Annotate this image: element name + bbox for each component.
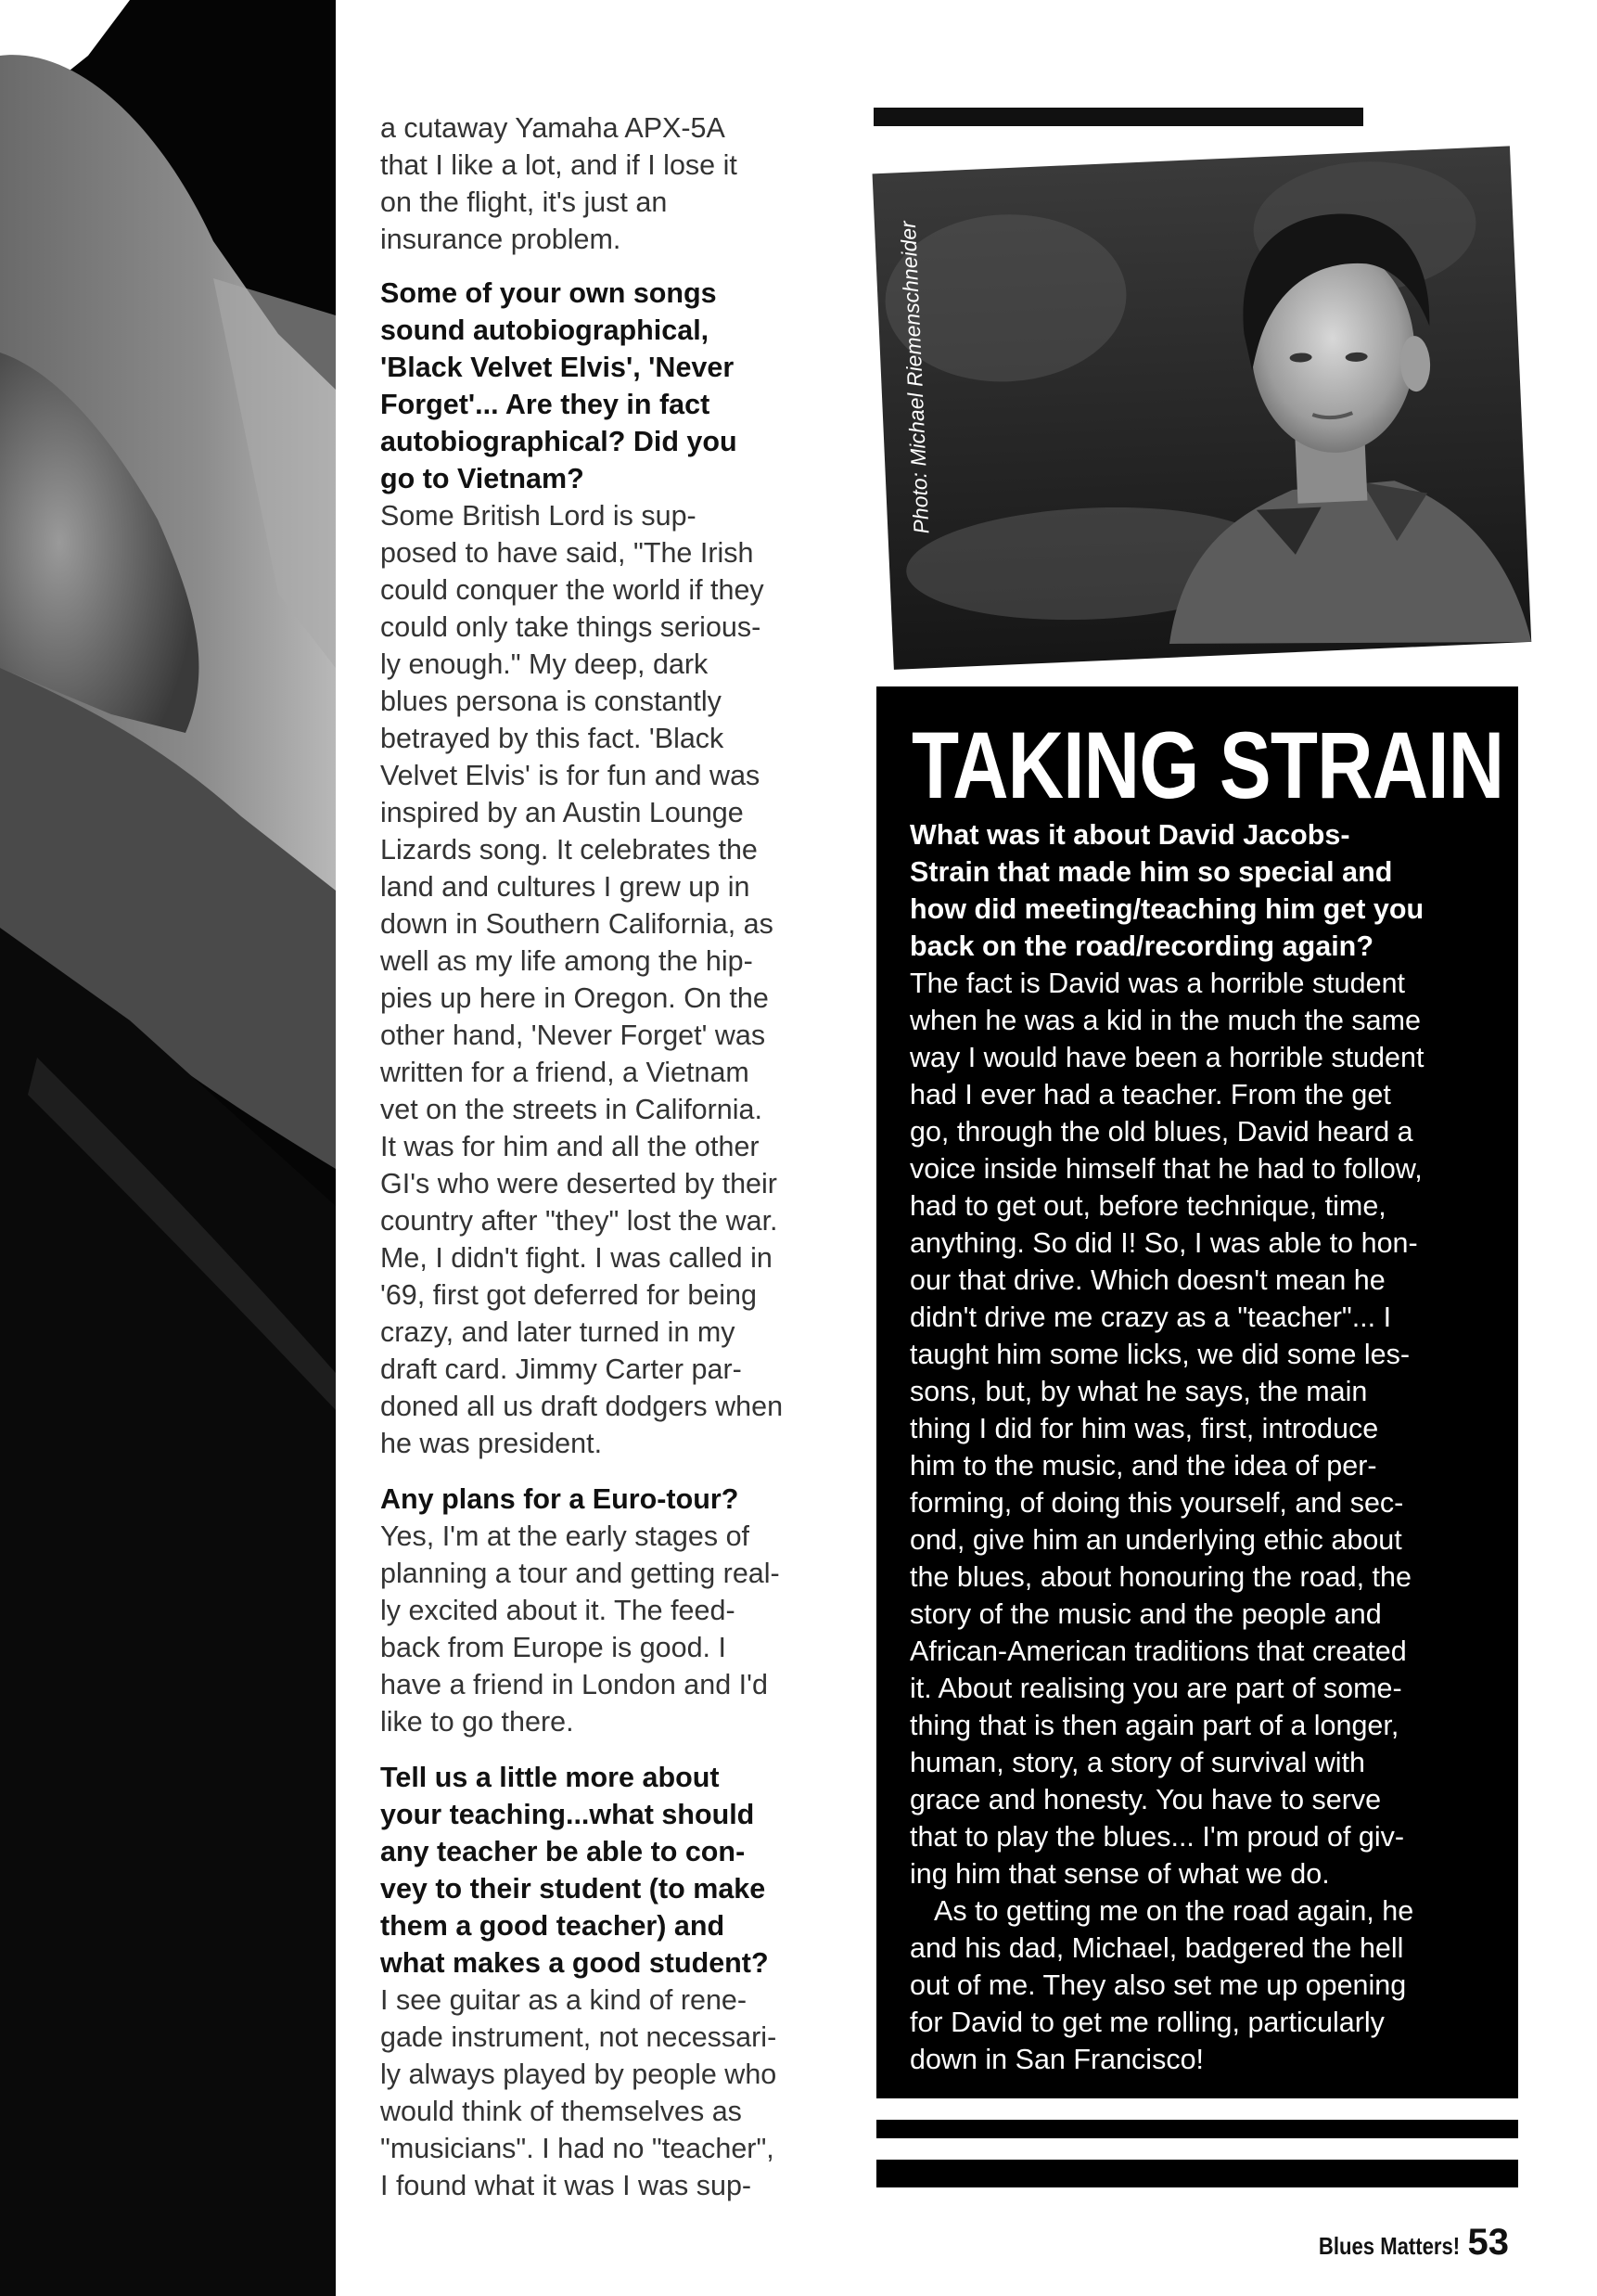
text-line: didn't drive me crazy as a "teacher"... I — [910, 1302, 1392, 1333]
text-line: African-American traditions that created — [910, 1635, 1407, 1667]
text-line: sons, but, by what he says, the main — [910, 1376, 1368, 1407]
text-line: vey to their student (to make — [380, 1873, 766, 1905]
text-line: gade instrument, not necessari- — [380, 2021, 777, 2053]
text-line: would think of themselves as — [380, 2096, 742, 2127]
question-autobiographical — [380, 275, 835, 497]
text-line: land and cultures I grew up in — [380, 871, 750, 903]
text-line: them a good teacher) and — [380, 1910, 725, 1942]
text-line: draft card. Jimmy Carter par- — [380, 1353, 742, 1385]
text-line: well as my life among the hip- — [380, 945, 753, 977]
bottom-rule-thin — [876, 2120, 1518, 2138]
text-line: go, through the old blues, David heard a — [910, 1116, 1413, 1148]
text-line: Lizards song. It celebrates the — [380, 834, 758, 866]
text-line: country after "they" lost the war. — [380, 1205, 778, 1237]
text-line: and his dad, Michael, badgered the hell — [910, 1932, 1404, 1964]
text-line: grace and honesty. You have to serve — [910, 1784, 1382, 1815]
text-line: have a friend in London and I'd — [380, 1669, 768, 1700]
sidebar-answer — [910, 965, 1494, 1892]
text-line: ly always played by people who — [380, 2059, 777, 2090]
question-teaching — [380, 1759, 835, 1982]
text-line: way I would have been a horrible student — [910, 1042, 1425, 1073]
text-line: ing him that sense of what we do. — [910, 1858, 1330, 1890]
text-line: thing that is then again part of a longer, — [910, 1710, 1399, 1741]
answer-teaching — [380, 1982, 835, 2204]
text-line: voice inside himself that he had to follow, — [910, 1153, 1423, 1185]
text-line: had I ever had a teacher. From the get — [910, 1079, 1391, 1110]
text-line: Tell us a little more about — [380, 1762, 720, 1793]
text-line: It was for him and all the other — [380, 1131, 760, 1162]
text-line: blues persona is constantly — [380, 686, 722, 717]
text-line: the blues, about honouring the road, the — [910, 1561, 1412, 1593]
text-line: when he was a kid in the much the same — [910, 1005, 1421, 1036]
text-line: our that drive. Which doesn't mean he — [910, 1264, 1386, 1296]
text-line: Yes, I'm at the early stages of — [380, 1520, 750, 1552]
text-line: how did meeting/teaching him get you — [910, 893, 1425, 925]
text-line: crazy, and later turned in my — [380, 1316, 735, 1348]
bottom-rule-thick — [876, 2160, 1518, 2187]
text-line: Some of your own songs — [380, 277, 717, 309]
text-line: like to go there. — [380, 1706, 574, 1738]
text-line: I see guitar as a kind of rene- — [380, 1984, 747, 2016]
text-line: The fact is David was a horrible student — [910, 968, 1406, 999]
text-line: vet on the streets in California. — [380, 1094, 762, 1125]
text-line: "musicians". I had no "teacher", — [380, 2133, 774, 2164]
text-line: human, story, a story of survival with — [910, 1747, 1365, 1778]
text-line: sound autobiographical, — [380, 314, 709, 346]
text-line: Forget'... Are they in fact — [380, 389, 710, 420]
text-line: Some British Lord is sup- — [380, 500, 696, 532]
sidebar-question — [910, 816, 1494, 965]
text-line: ly excited about it. The feed- — [380, 1595, 735, 1626]
intro-paragraph — [380, 109, 835, 258]
text-line: forming, of doing this yourself, and sec- — [910, 1487, 1404, 1519]
text-line: any teacher be able to con- — [380, 1836, 746, 1867]
text-line: Me, I didn't fight. I was called in — [380, 1242, 773, 1274]
text-line: Any plans for a Euro-tour? — [380, 1483, 739, 1515]
sidebar-panel — [876, 686, 1518, 2098]
text-line: planning a tour and getting real- — [380, 1558, 780, 1589]
text-line: insurance problem. — [380, 224, 621, 255]
text-line: inspired by an Austin Lounge — [380, 797, 744, 828]
text-line: As to getting me on the road again, he — [934, 1895, 1414, 1927]
text-line: a cutaway Yamaha APX-5A — [380, 112, 725, 144]
text-line: pies up here in Oregon. On the — [380, 982, 769, 1014]
answer-autobiographical — [380, 497, 835, 1462]
text-line: story of the music and the people and — [910, 1598, 1382, 1630]
question-euro-tour — [380, 1481, 835, 1518]
text-line: Strain that made him so special and — [910, 856, 1393, 888]
text-line: down in Southern California, as — [380, 908, 773, 940]
text-line: taught him some licks, we did some les- — [910, 1339, 1411, 1370]
page-number: 53 — [1467, 2222, 1509, 2263]
magazine-name: Blues Matters! — [1319, 2232, 1461, 2260]
text-line: other hand, 'Never Forget' was — [380, 1020, 766, 1051]
text-line: '69, first got deferred for being — [380, 1279, 757, 1311]
text-line: could only take things serious- — [380, 611, 761, 643]
text-line: ly enough." My deep, dark — [380, 648, 709, 680]
musician-photo — [853, 122, 1558, 698]
text-line: doned all us draft dodgers when — [380, 1391, 784, 1422]
article-column-left — [380, 109, 835, 2204]
text-line: for David to get me rolling, particularly — [910, 2007, 1385, 2038]
text-line: betrayed by this fact. 'Black — [380, 723, 724, 754]
text-line: Velvet Elvis' is for fun and was — [380, 760, 760, 791]
text-line: 'Black Velvet Elvis', 'Never — [380, 352, 735, 383]
text-line: posed to have said, "The Irish — [380, 537, 754, 569]
text-line: written for a friend, a Vietnam — [380, 1057, 749, 1088]
text-line: autobiographical? Did you — [380, 426, 737, 457]
text-line: him to the music, and the idea of per- — [910, 1450, 1377, 1481]
text-line: go to Vietnam? — [380, 463, 584, 494]
answer-euro-tour — [380, 1518, 835, 1740]
page-footer — [1294, 2222, 1509, 2264]
text-line: had to get out, before technique, time, — [910, 1190, 1386, 1222]
sidebar-body — [910, 816, 1494, 2078]
text-line: thing I did for him was, first, introduce — [910, 1413, 1379, 1444]
text-line: GI's who were deserted by their — [380, 1168, 777, 1199]
text-line: anything. So did I! So, I was able to hon- — [910, 1227, 1418, 1259]
text-line: back on the road/recording again? — [910, 930, 1373, 962]
text-line: that to play the blues... I'm proud of giv- — [910, 1821, 1405, 1853]
text-line: on the flight, it's just an — [380, 186, 668, 218]
text-line: out of me. They also set me up opening — [910, 1969, 1407, 2001]
text-line: back from Europe is good. I — [380, 1632, 726, 1663]
text-line: what makes a good student? — [380, 1947, 769, 1979]
sidebar-answer-continued — [910, 1892, 1494, 2078]
text-line: that I like a lot, and if I lose it — [380, 149, 737, 181]
text-line: I found what it was I was sup- — [380, 2170, 752, 2201]
text-line: ond, give him an underlying ethic about — [910, 1524, 1402, 1556]
photo-credit: Photo: Michael Riemenschneider — [895, 220, 934, 535]
text-line: could conquer the world if they — [380, 574, 764, 606]
left-portrait-photo — [0, 0, 336, 2296]
text-line: it. About realising you are part of some- — [910, 1673, 1402, 1704]
text-line: down in San Francisco! — [910, 2044, 1205, 2075]
text-line: What was it about David Jacobs- — [910, 819, 1350, 851]
text-line: he was president. — [380, 1428, 603, 1459]
text-line: your teaching...what should — [380, 1799, 755, 1830]
sidebar-headline: TAKING STRAIN — [912, 712, 1504, 818]
